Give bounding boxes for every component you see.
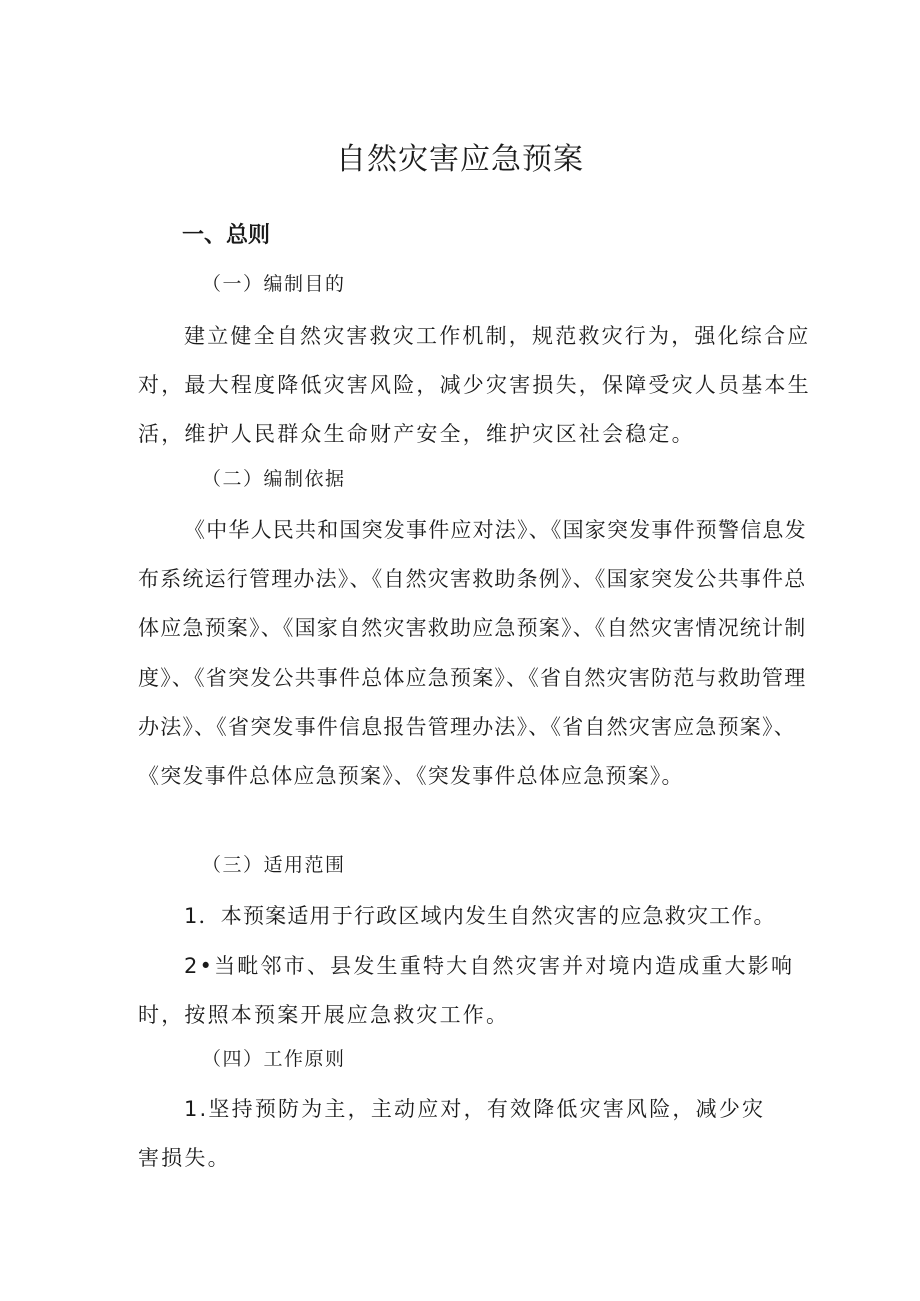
- subsection-heading-scope: （三）适用范围: [202, 854, 346, 876]
- section-heading-general: 一、总则: [182, 223, 271, 248]
- subsection-heading-principles: （四）工作原则: [202, 1048, 346, 1070]
- paragraph-purpose: 建立健全自然灾害救灾工作机制，规范救灾行为，强化综合应对，最大程度降低灾害风险，减少灾害损失，保障受灾人员基本生活，维护人民群众生命财产安全，维护灾区社会稳定。: [138, 324, 811, 447]
- subsection-heading-basis: （二）编制依据: [202, 468, 346, 490]
- paragraph-basis: 《中华人民共和国突发事件应对法》、《国家突发事件预警信息发布系统运行管理办法》、《自然灾害救助条例》、《国家突发公共事件总体应急预案》、《国家自然灾害救助应急预案》、《自然灾害情况统计制度》、《省突发公共事件总体应急预案》、《省自然灾害防范与救助管理办法》、《省突发事件信息报告管理办法》、《省自然灾害应急预案》、《突发事件总体应急预案》、《突发事件总体应急预案》。: [138, 518, 807, 789]
- paragraph-scope-item-1: 1．本预案适用于行政区域内发生自然灾害的应急救灾工作。: [184, 904, 776, 928]
- paragraph-scope-item-2: 2•当毗邻市、县发生重特大自然灾害并对境内造成重大影响时，按照本预案开展应急救灾工作。: [138, 954, 795, 1028]
- subsection-heading-purpose: （一）编制目的: [202, 273, 346, 295]
- paragraph-principle-item-1: 1.坚持预防为主，主动应对，有效降低灾害风险，减少灾害损失。: [138, 1097, 766, 1171]
- document-title: 自然灾害应急预案: [336, 142, 584, 177]
